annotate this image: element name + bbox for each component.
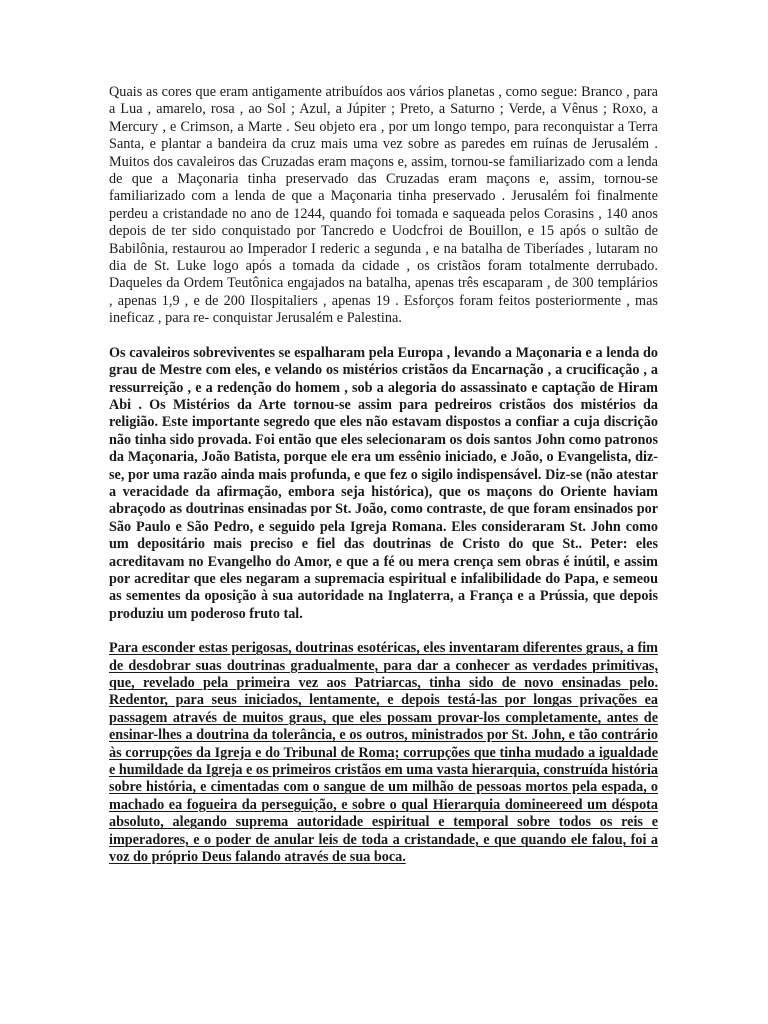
paragraph-surviving-knights: Os cavaleiros sobreviventes se espalharam pela Europa , levando a Maçonaria e a lenda do grau de Mestre com eles, e velando os mistérios cristãos da Encarnação , a crucificação , a ressurreição , e a redenção do homem , sob a alegoria do assassinato e captação de Hiram Abi . Os Mistérios da Arte tornou-se assim para pedreiros cristãos dos mistérios da religião. Este importante segredo que eles não estavam dispostos a confiar a cuja discrição não tinha sido provada. Foi então que eles selecionaram os dois santos John como patronos da Maçonaria, João Batista, porque ele era um essênio iniciado, e João, o Evangelista, diz-se, por uma razão ainda mais profunda, e que fez o sigilo indispensável. Diz-se (não atestar a veracidade da afirmação, embora seja histórica), que os maçons do Oriente haviam abraçodo as doutrinas ensinadas por St. João, como contraste, de que foram ensinados por São Paulo e São Pedro, e seguido pela Igreja Romana. Eles consideraram St. John como um depositário mais preciso e fiel das doutrinas de Cristo do que St.. Peter: eles acreditavam no Evangelho do Amor, e que a fé ou mera crença sem obras é inútil, e assim por acreditar que eles negaram a supremacia espiritual e infalibilidade do Papa, e semeou as sementes da oposição à sua autoridade na Inglaterra, a França e a Prússia, que depois produziu um poderoso fruto tal. — [109, 344, 658, 622]
paragraph-planets-crusades: Quais as cores que eram antigamente atribuídos aos vários planetas , como segue: Branco , para a Lua , amarelo, rosa , ao Sol ; Azul, a Júpiter ; Preto, a Saturno ; Verde, a Vênus ; Roxo, a Mercury , e Crimson, a Marte . Seu objeto era , por um longo tempo, para reconquistar a Terra Santa, e plantar a bandeira da cruz mais uma vez sobre as paredes em ruínas de Jerusalém . Muitos dos cavaleiros das Cruzadas eram maçons e, assim, tornou-se familiarizado com a lenda de que a Maçonaria tinha preservado das Cruzadas eram maçons e, assim, tornou-se familiarizado com a lenda de que a Maçonaria tinha preservado . Jerusalém foi finalmente perdeu a cristandade no ano de 1244, quando foi tomada e saqueada pelos Corasins , 140 anos depois de ter sido conquistado por Tancredo e Uodcfroi de Bouillon, e 15 após o sultão de Babilônia, restaurou ao Imperador I rederic a segunda , e na batalha de Tiberíades , lutaram no dia de St. Luke logo após a tomada da cidade , os cristãos foram totalmente derrubado. Daqueles da Ordem Teutônica engajados na batalha, apenas três escaparam , de 300 templários , apenas 1,9 , e de 200 Ilospitaliers , apenas 19 . Esforços foram feitos posteriormente , mas ineficaz , para re- conquistar Jerusalém e Palestina. — [109, 84, 658, 327]
document-page — [109, 84, 658, 866]
paragraph-esoteric-degrees: Para esconder estas perigosas, doutrinas esotéricas, eles inventaram diferentes graus, a fim de desdobrar suas doutrinas gradualmente, para dar a conhecer as verdades primitivas, que, revelado pela primeira vez aos Patriarcas, tinha sido de novo ensinadas pelo. Redentor, para seus iniciados, lentamente, e depois testá-las por longas privações ea passagem através de muitos graus, que eles possam provar-los completamente, antes de ensinar-lhes a doutrina da tolerância, e os outros, ministrados por St. John, e tão contrário às corrupções da Igreja e do Tribunal de Roma; corrupções que tinha mudado a igualdade e humildade da Igreja e os primeiros cristãos em uma vasta hierarquia, construída história sobre história, e cimentadas com o sangue de um milhão de pessoas mortos pela espada, o machado ea fogueira da perseguição, e sobre o qual Hierarquia domineereed um déspota absoluto, alegando suprema autoridade espiritual e temporal sobre todos os reis e imperadores, e o poder de anular leis de toda a cristandade, e que quando ele falou, foi a voz do próprio Deus falando através de sua boca. — [109, 640, 658, 866]
